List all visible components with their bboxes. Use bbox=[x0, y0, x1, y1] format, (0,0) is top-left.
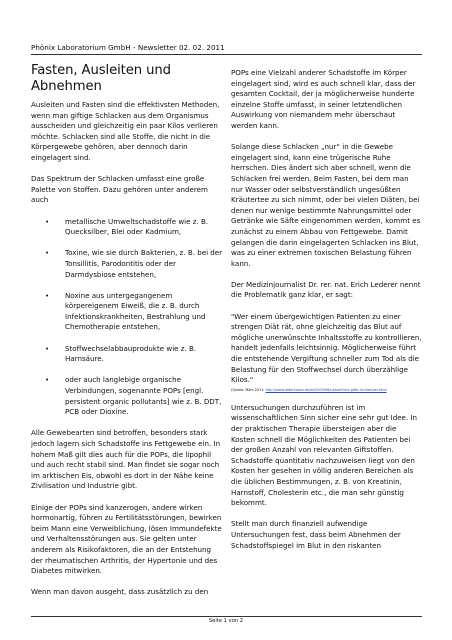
list-item-text: metallische Umweltschadstoffe wie z. B. Quecksilber, Blei oder Kadmium, bbox=[65, 216, 209, 237]
quote-source bbox=[231, 388, 422, 393]
list-item-text: Toxine, wie sie durch Bakterien, z. B. bei der Tonsillitis, Parodontitis oder der Darmdysbiose entstehen, bbox=[65, 248, 223, 279]
left-column bbox=[31, 63, 225, 609]
bullet-icon: • bbox=[45, 216, 50, 226]
list-item-text: oder auch langlebige organische Verbindungen, sogenannte POPs [engl. persistent organic pollutants] wie z. B. DDT, PCB oder Dioxine. bbox=[65, 375, 222, 417]
bullet-icon: • bbox=[45, 248, 50, 258]
source-prefix: (Quelle: März 2011: bbox=[231, 387, 265, 392]
paragraph: Wenn man davon ausgeht, dass zusätzlich zu den bbox=[31, 587, 209, 597]
list-item bbox=[31, 291, 225, 333]
paragraph: POPs eine Vielzahl anderer Schadstoffe im Körper eingelagert sind, wird es auch schnell klar, dass der gesamten Cocktail, der ja möglicherweise hunderte einzelne Stoffe umfasst, in seiner letztendlichen Auswirkung von niemandem mehr überschaut werden kann. bbox=[231, 68, 416, 130]
list-item bbox=[31, 375, 225, 417]
paragraph: Einige der POPs sind kanzerogen, andere wirken hormonartig, führen zu Fertilitätsstörungen, bewirken beim Mann eine Verweiblichung, lösen Immundefekte und Verhaltensstörungen aus. Sie gelten unter anderem als Risikofaktoren, die an der Entstehung der rheumatischen Arthritis, der Hypertonie und des Diabetes mitwirken. bbox=[31, 502, 222, 576]
list-item bbox=[31, 344, 225, 365]
bullet-icon: • bbox=[45, 290, 50, 300]
right-column bbox=[231, 68, 422, 562]
paragraph: Stellt man durch finanziell aufwendige Untersuchungen fest, dass beim Abnehmen der Schadstoffspiegel im Blut in den riskanten bbox=[231, 519, 401, 550]
paragraph: Ausleiten und Fasten sind die effektivsten Methoden, wenn man giftige Schlacken aus dem Organismus ausscheiden und gleichzeitig ein paar Kilos verlieren möchte. Schlacken sind alle Stoffe, die nicht in die Körpergewebe gehören, aber dennoch darin eingelagert sind. bbox=[31, 100, 220, 162]
header-rule bbox=[31, 54, 422, 55]
bullet-icon: • bbox=[45, 375, 50, 385]
list-item-text: Noxine aus untergegangenem körpereigenem Eiweiß, die z. B. durch Infektionskrankheiten, Bestrahlung und Chemotherapie entstehen, bbox=[65, 290, 206, 332]
paragraph: Das Spektrum der Schlacken umfasst eine große Palette von Stoffen. Dazu gehören unter anderem auch bbox=[31, 174, 208, 205]
paragraph: Untersuchungen durchzuführen ist im wissenschaftlichen Sinn sicher eine sehr gut Idee. In der praktischen Therapie übersteigen aber die Kosten schnell die Möglichkeiten des Patienten bei der großen Anzahl von relevanten Giftstoffen. Schadstoffe quantitativ nachzuweisen liegt von den Kosten her gesehen in völlig anderen Bereichen als die üblichen Bestimmungen, z. B. von Kreatinin, Harnstoff, Cholesterin etc., die man sehr günstig bekommt. bbox=[231, 402, 418, 508]
source-link[interactable]: http://www.lederhosen.de/wi/2009/06/natuerliche-gifte-im-koerper.html bbox=[265, 387, 387, 392]
page-number: Seite 1 von 2 bbox=[208, 618, 244, 624]
list-item bbox=[31, 217, 225, 238]
list-item bbox=[31, 248, 225, 280]
lederer-quote: "Wer einem übergewichtigen Patienten zu einer strengen Diät rät, ohne gleichzeitig das Blut auf mögliche unerwünschte Inhaltsstoffe zu kontrollieren, handelt jedenfalls leichtsinnig. Möglicherweise führt die entstehende Vergiftung schneller zum Tod als die Belastung für den Stoffwechsel durch überzählige Kilos." bbox=[231, 311, 422, 385]
article-title: Fasten, Ausleiten und Abnehmen bbox=[31, 63, 171, 94]
list-item-text: Stoffwechselabbauprodukte wie z. B. Harnsäure. bbox=[65, 343, 197, 364]
schlacken-list bbox=[31, 217, 225, 418]
paragraph: Solange diese Schlacken „nur“ in die Gewebe eingelagert sind, kann eine trügerische Ruhe herrschen. Dies ändert sich aber schnell, wenn die Schlacken frei werden. Beim Fasten, bei dem man nur Wasser oder selbstverständlich ungesüßten Kräutertee zu sich nimmt, oder bei vielen Diäten, bei denen nur wenige bestimmte Nahrungsmittel oder Getränke wie Säfte eingenommen werden, kommt es zunächst zu einem Abbau von Fettgewebe. Damit gelangen die darin eingelagerten Schlacken ins Blut, was zu einer extremen toxischen Belastung führen kann. bbox=[231, 142, 421, 268]
paragraph: Alle Gewebearten sind betroffen, besonders stark jedoch lagern sich Schadstoffe ins Fettgewebe ein. In hohem Maß gilt dies auch für die POPs, die lipophil und auch recht stabil sind. Man findet sie sogar noch im arktischen Eis, obwohl es dort in der Nähe keine Zivilisation und Industrie gibt. bbox=[31, 428, 221, 491]
newsletter-header: Phönix Laboratorium GmbH - Newsletter 02. 02. 2011 bbox=[31, 43, 225, 52]
bullet-icon: • bbox=[45, 343, 50, 353]
paragraph: Der Medizinjournalist Dr. rer. nat. Erich Lederer nennt die Problematik ganz klar, er sagt: bbox=[231, 279, 421, 300]
